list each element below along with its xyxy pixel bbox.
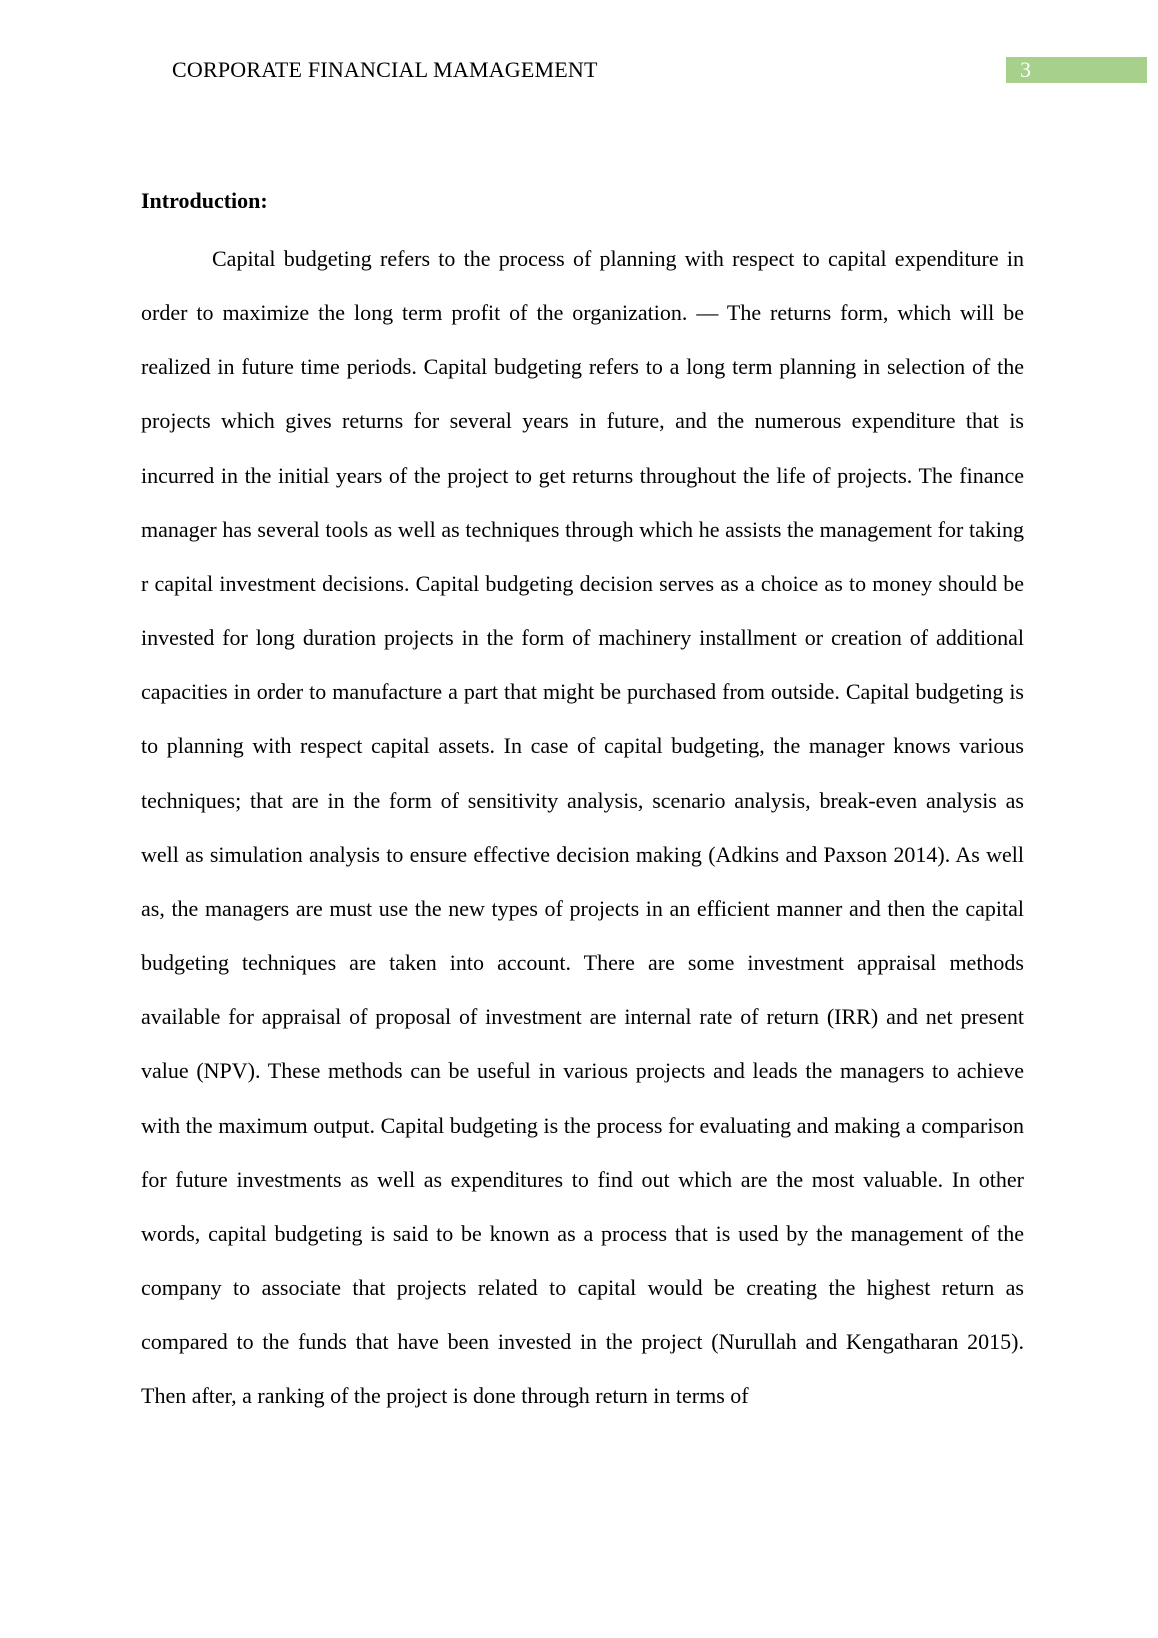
body-paragraph: Capital budgeting refers to the process of planning with respect to capital expenditure in order to maximize the long term profit of the organization. — The returns form, which will be realized in future time periods. Capital budgeting refers to a long term planning in selection of the projects which gives returns for several years in future, and the numerous expenditure that is incurred in the initial years of the project to get returns throughout the life of projects. The finance manager has several tools as well as techniques through which he assists the management for taking r capital investment decisions. Capital budgeting decision serves as a choice as to money should be invested for long duration projects in the form of machinery installment or creation of additional capacities in order to manufacture a part that might be purchased from outside. Capital budgeting is to planning with respect capital assets. In case of capital budgeting, the manager knows various techniques; that are in the form of sensitivity analysis, scenario analysis, break-even analysis as well as simulation analysis to ensure effective decision making (Adkins and Paxson 2014). As well as, the managers are must use the new types of projects in an efficient manner and then the capital budgeting techniques are taken into account. There are some investment appraisal methods available for appraisal of proposal of investment are internal rate of return (IRR) and net present value (NPV). These methods can be useful in various projects and leads the managers to achieve with the maximum output. Capital budgeting is the process for evaluating and making a comparison for future investments as well as expenditures to find out which are the most valuable. In other words, capital budgeting is said to be known as a process that is used by the management of the company to associate that projects related to capital would be creating the highest return as compared to the funds that have been invested in the project (Nurullah and Kengatharan 2015). Then after, a ranking of the project is done through return in terms of	[141, 246, 1024, 1409]
section-heading: Introduction:	[141, 188, 268, 213]
document-body	[141, 184, 1024, 1423]
page-number: 3	[1020, 57, 1031, 82]
running-head: CORPORATE FINANCIAL MAMAGEMENT	[172, 57, 598, 82]
page-number-box	[1006, 57, 1147, 83]
page-header	[0, 0, 1158, 110]
